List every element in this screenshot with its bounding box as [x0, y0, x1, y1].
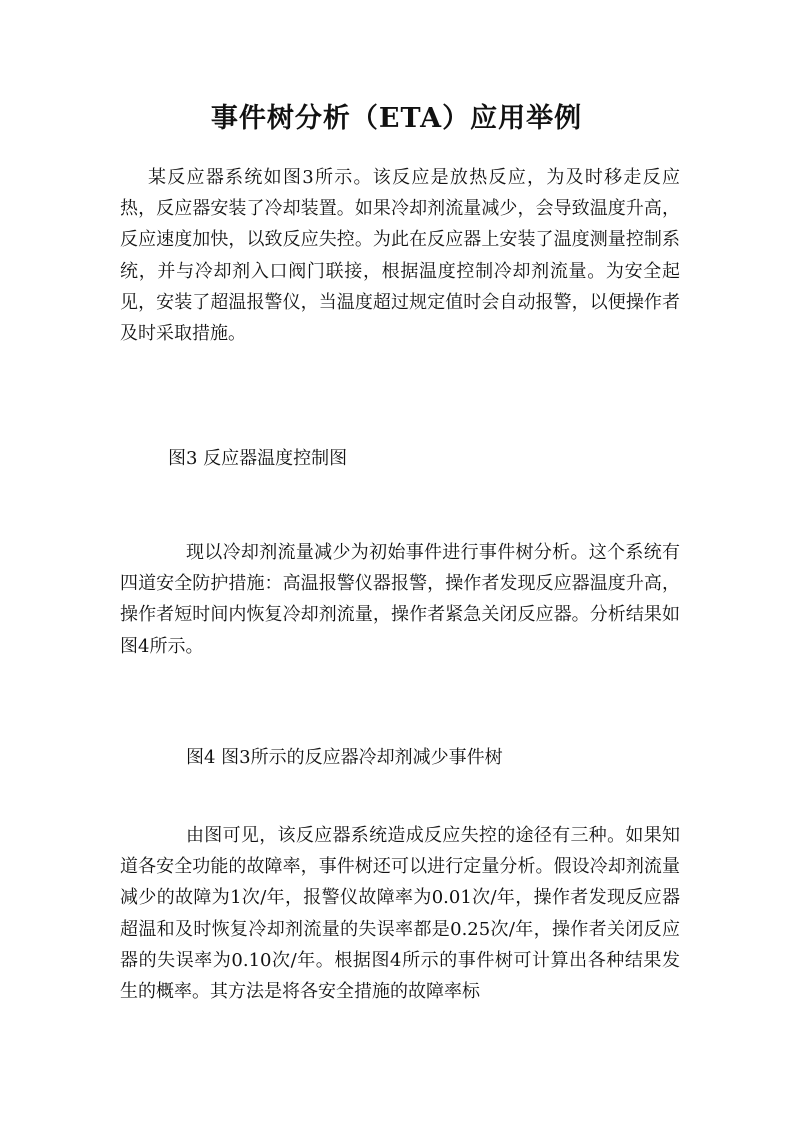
paragraph-quantitative-analysis: 由图可见，该反应器系统造成反应失控的途径有三种。如果知道各安全功能的故障率，事件树还可以进行定量分析。假设冷却剂流量减少的故障为1次/年，报警仪故障率为0.01次/年，操作者发现反应器超温和及时恢复冷却剂流量的失误率都是0.25次/年，操作者关闭反应器的失误率为0.10次/年。根据图4所示的事件树可计算出各种结果发生的概率。其方法是将各安全措施的故障率标 — [120, 825, 680, 1003]
figure-3-caption: 图3 反应器温度控制图 — [168, 448, 348, 469]
paragraph-reactor-description: 某反应器系统如图3所示。该反应是放热反应，为及时移走反应热，反应器安装了冷却装置。如果冷却剂流量减少，会导致温度升高，反应速度加快，以致反应失控。为此在反应器上安装了温度测量控制系统，并与冷却剂入口阀门联接，根据温度控制冷却剂流量。为安全起见，安装了超温报警仪，当温度超过规定值时会自动报警，以便操作者及时采取措施。 — [120, 167, 680, 345]
figure-4-caption: 图4 图3所示的反应器冷却剂减少事件树 — [186, 747, 503, 768]
paragraph-event-tree-analysis: 现以冷却剂流量减少为初始事件进行事件树分析。这个系统有四道安全防护措施：高温报警仪器报警，操作者发现反应器温度升高，操作者短时间内恢复冷却剂流量，操作者紧急关闭反应器。分析结果如图4所示。 — [120, 542, 680, 657]
document-title: 事件树分析（ETA）应用举例 — [210, 103, 583, 134]
